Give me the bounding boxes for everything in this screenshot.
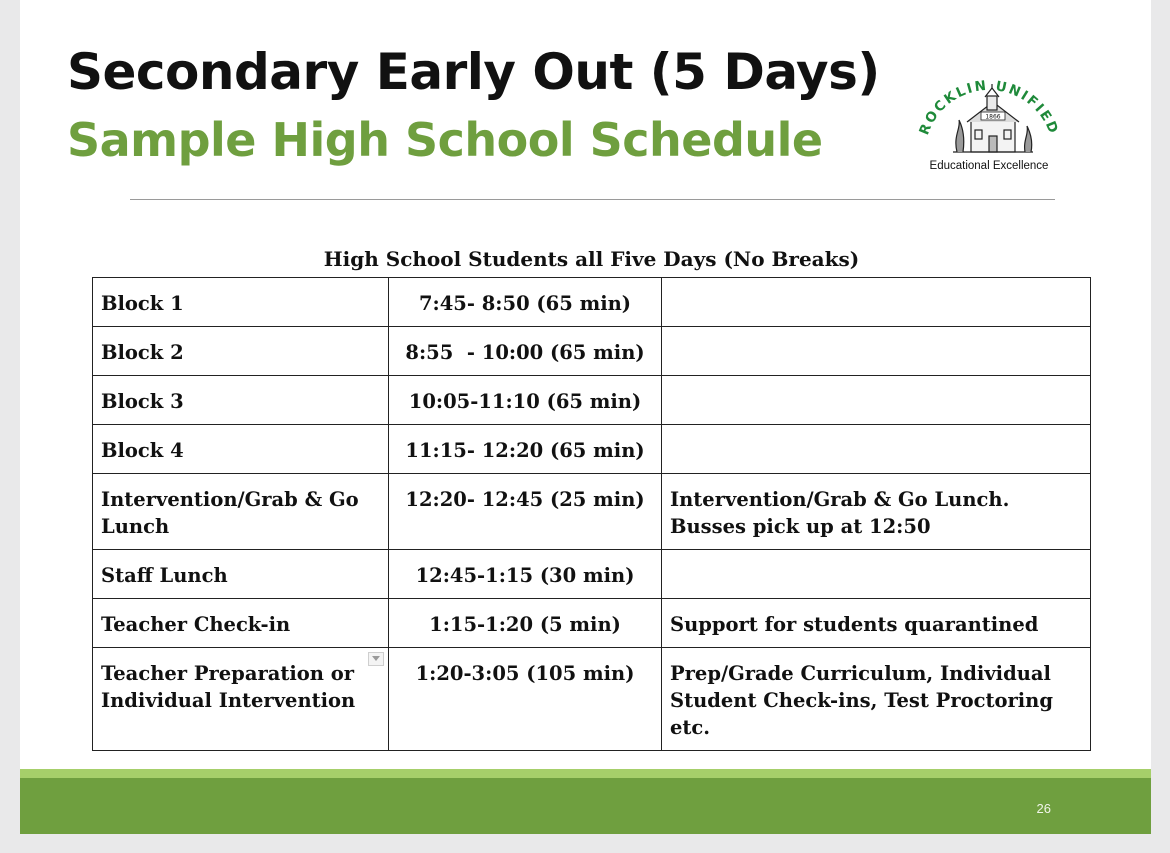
time-cell: 10:05-11:10 (65 min) (389, 376, 662, 425)
table-row (93, 278, 1091, 327)
table-row (93, 599, 1091, 648)
schoolhouse-icon (913, 76, 1065, 160)
note-cell: Intervention/Grab & Go Lunch. Busses pick up at 12:50 (662, 474, 1091, 550)
period-cell: Intervention/Grab & Go Lunch (93, 474, 389, 550)
page-number: 26 (1036, 801, 1051, 816)
period-cell: Block 1 (93, 278, 389, 327)
table-row (93, 648, 1091, 751)
period-cell: Staff Lunch (93, 550, 389, 599)
table-row (93, 425, 1091, 474)
note-cell (662, 425, 1091, 474)
time-cell: 7:45- 8:50 (65 min) (389, 278, 662, 327)
table-row (93, 550, 1091, 599)
logo-year: 1866 (985, 113, 1001, 121)
schedule-table (92, 277, 1091, 751)
period-cell: Block 3 (93, 376, 389, 425)
footer-bar (20, 778, 1151, 834)
period-cell: Block 2 (93, 327, 389, 376)
time-cell: 11:15- 12:20 (65 min) (389, 425, 662, 474)
time-cell: 1:20-3:05 (105 min) (389, 648, 662, 751)
note-cell (662, 550, 1091, 599)
time-cell: 1:15-1:20 (5 min) (389, 599, 662, 648)
slide-subtitle: Sample High School Schedule (67, 113, 823, 167)
table-row (93, 376, 1091, 425)
title-divider (130, 199, 1055, 200)
time-cell: 12:45-1:15 (30 min) (389, 550, 662, 599)
period-cell: Teacher Check-in (93, 599, 389, 648)
logo-arc-text: ROCKLIN UNIFIED (916, 77, 1062, 138)
table-row (93, 327, 1091, 376)
cell-dropdown-arrow-icon[interactable] (368, 652, 384, 666)
footer-accent-bar (20, 769, 1151, 778)
table-row (93, 474, 1091, 550)
logo-caption: Educational Excellence (929, 160, 1049, 172)
slide (20, 0, 1151, 834)
note-cell (662, 278, 1091, 327)
time-cell: 8:55 - 10:00 (65 min) (389, 327, 662, 376)
district-logo (913, 76, 1065, 180)
note-cell (662, 376, 1091, 425)
note-cell: Prep/Grade Curriculum, Individual Student Check-ins, Test Proctoring etc. (662, 648, 1091, 751)
period-cell: Block 4 (93, 425, 389, 474)
table-caption: High School Students all Five Days (No Breaks) (323, 247, 860, 271)
note-cell: Support for students quarantined (662, 599, 1091, 648)
note-cell (662, 327, 1091, 376)
period-cell: Teacher Preparation or Individual Intervention (93, 648, 389, 751)
time-cell: 12:20- 12:45 (25 min) (389, 474, 662, 550)
slide-title: Secondary Early Out (5 Days) (67, 43, 880, 101)
